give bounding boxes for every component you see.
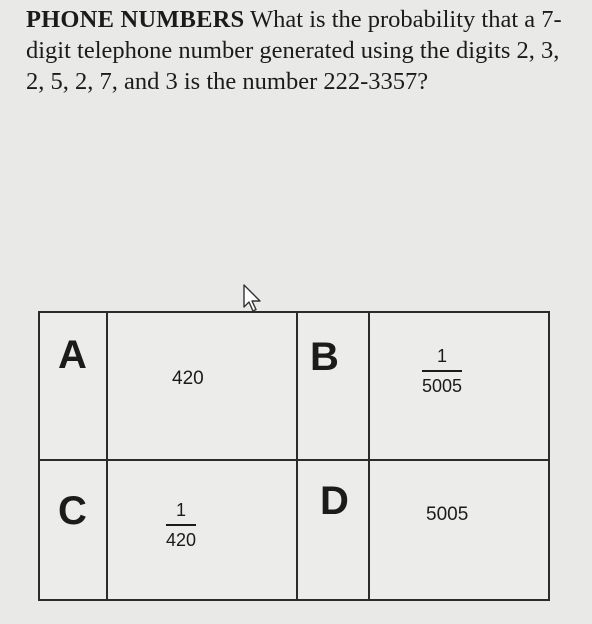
choice-c-answer-cell[interactable] — [108, 461, 298, 599]
choice-c-denominator: 420 — [166, 530, 197, 550]
choice-d-answer-cell[interactable] — [370, 461, 548, 599]
choice-b-answer-cell[interactable] — [370, 313, 548, 461]
choice-b-letter-cell[interactable] — [298, 313, 370, 461]
choice-a-letter-cell[interactable] — [40, 313, 108, 461]
choice-c-letter: C — [58, 489, 87, 533]
choice-a-value: 420 — [172, 368, 204, 389]
choice-a-answer-cell[interactable] — [108, 313, 298, 461]
choice-d-value: 5005 — [426, 504, 469, 525]
choice-b-denominator: 5005 — [422, 376, 463, 396]
choice-a-letter: A — [58, 333, 87, 377]
choice-b-numerator: 1 — [437, 346, 448, 366]
choice-d-letter-cell[interactable] — [298, 461, 370, 599]
question-body: What is the probability that a 7-digit telephone number generated using the digits 2, 3, 2, 5, 2, 7, and 3 is the number 222-3357? — [26, 6, 562, 95]
choice-c-fraction — [166, 501, 196, 549]
choice-c-letter-cell[interactable] — [40, 461, 108, 599]
choice-c-numerator: 1 — [176, 500, 187, 520]
answer-choices-grid — [38, 311, 550, 601]
choice-d-letter: D — [320, 479, 349, 523]
question-text — [26, 4, 582, 97]
choice-b-fraction — [422, 347, 462, 395]
choice-b-letter: B — [310, 335, 339, 379]
mouse-pointer-icon — [242, 284, 264, 312]
question-heading: PHONE NUMBERS — [26, 6, 245, 33]
